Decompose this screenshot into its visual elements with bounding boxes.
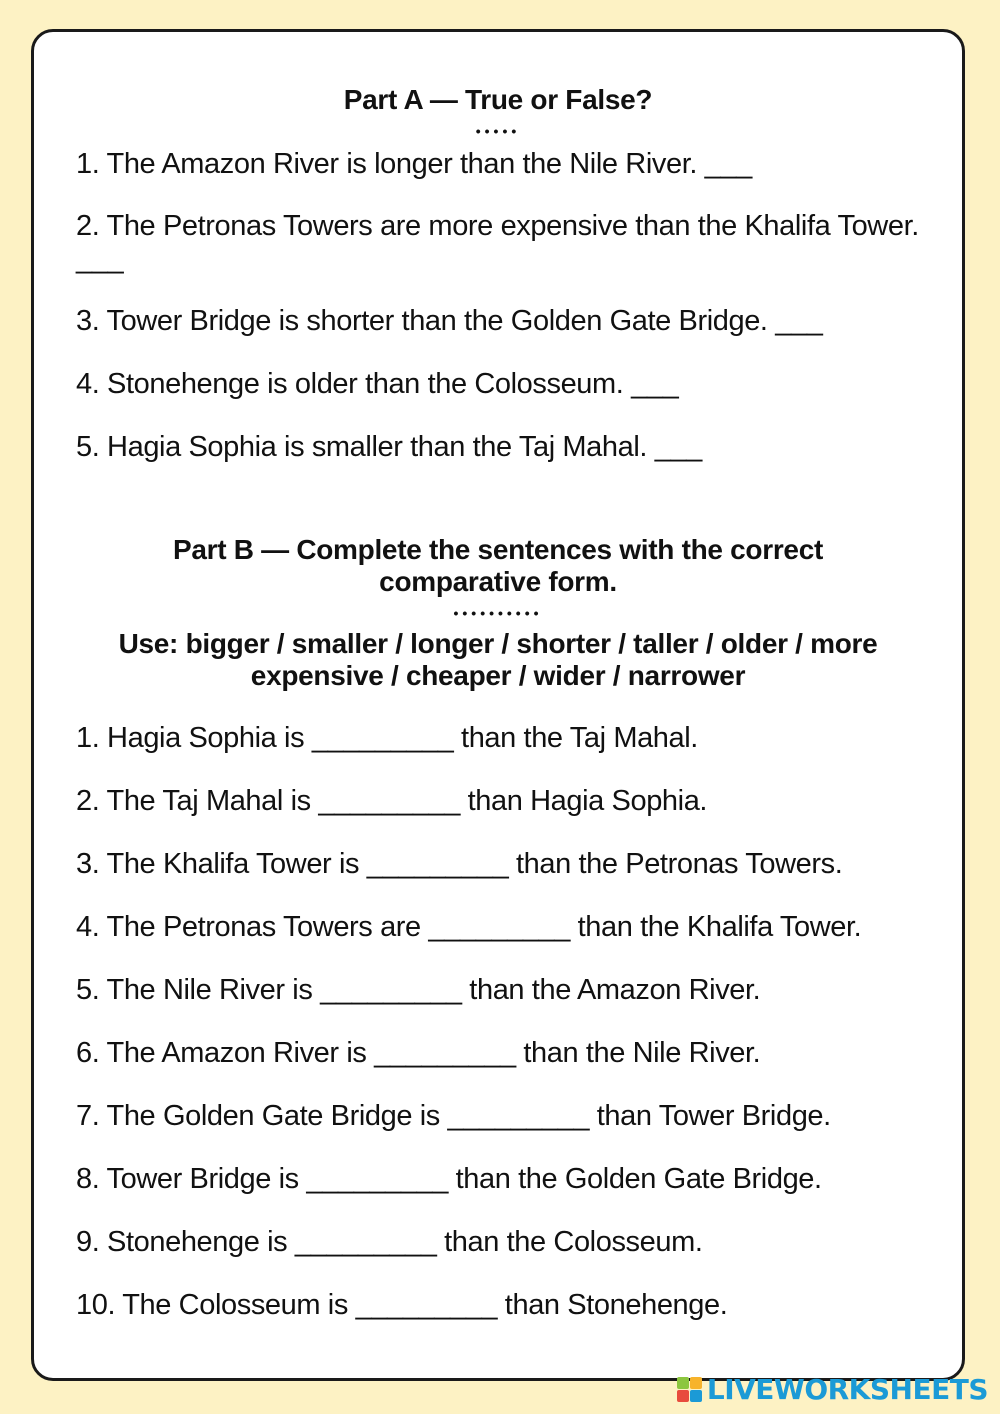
part-b-item-4: 4. The Petronas Towers are _________ than the Khalifa Tower. <box>76 911 862 943</box>
part-b-item-8: 8. Tower Bridge is _________ than the Golden Gate Bridge. <box>76 1163 822 1195</box>
liveworksheets-logo-text: LIVEWORKSHEETS <box>706 1373 988 1406</box>
part-b-item-1: 1. Hagia Sophia is _________ than the Taj Mahal. <box>76 722 698 754</box>
part-b-item-6: 6. The Amazon River is _________ than the Nile River. <box>76 1037 761 1069</box>
part-b-item-2: 2. The Taj Mahal is _________ than Hagia Sophia. <box>76 785 708 817</box>
part-b-title: Part B — Complete the sentences with the correct comparative form. <box>173 534 823 597</box>
part-a-item-3: 3. Tower Bridge is shorter than the Golden Gate Bridge. ___ <box>76 305 823 337</box>
part-a-title: Part A — True or False? <box>343 84 653 115</box>
part-b-divider-dots: •••••••••• <box>453 605 543 621</box>
part-a-divider-dots: ••••• <box>475 123 521 139</box>
liveworksheets-logo-icon <box>677 1377 703 1403</box>
part-b-item-7: 7. The Golden Gate Bridge is _________ than Tower Bridge. <box>76 1100 831 1132</box>
part-a-item-1: 1. The Amazon River is longer than the Nile River. ___ <box>76 148 752 180</box>
part-a-item-2: 2. The Petronas Towers are more expensive than the Khalifa Tower. ___ <box>76 210 919 275</box>
part-a-item-5: 5. Hagia Sophia is smaller than the Taj Mahal. ___ <box>76 431 702 463</box>
part-a-item-4: 4. Stonehenge is older than the Colosseum. ___ <box>76 368 679 400</box>
part-b-item-10: 10. The Colosseum is _________ than Stonehenge. <box>76 1289 728 1321</box>
word-bank: Use: bigger / smaller / longer / shorter / taller / older / more expensive / cheaper / wider / narrower <box>118 628 878 691</box>
worksheet-card <box>31 29 965 1381</box>
part-b-item-3: 3. The Khalifa Tower is _________ than the Petronas Towers. <box>76 848 843 880</box>
liveworksheets-logo[interactable] <box>677 1373 988 1406</box>
part-b-item-5: 5. The Nile River is _________ than the Amazon River. <box>76 974 761 1006</box>
part-b-item-9: 9. Stonehenge is _________ than the Colosseum. <box>76 1226 703 1258</box>
